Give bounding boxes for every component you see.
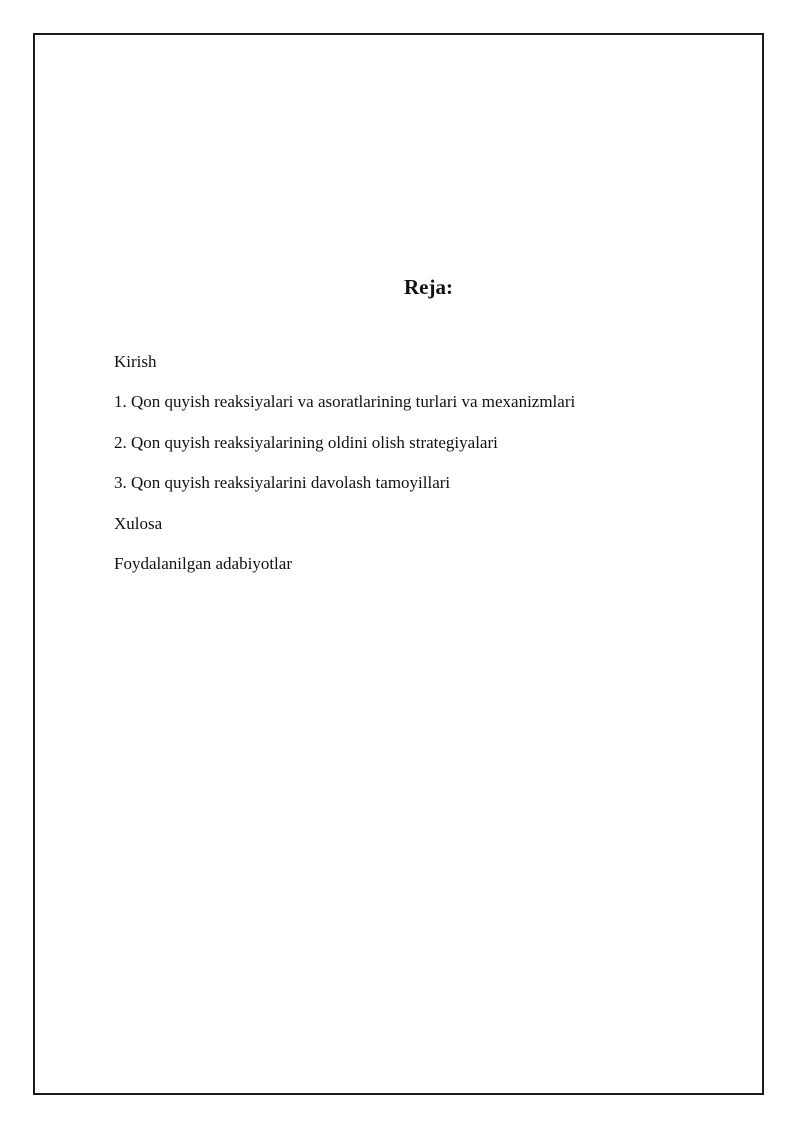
plan-item-1: 1. Qon quyish reaksiyalari va asoratlarining turlari va mexanizmlari <box>114 392 576 412</box>
plan-item-3: 3. Qon quyish reaksiyalarini davolash tamoyillari <box>114 473 451 493</box>
plan-list <box>114 350 575 592</box>
plan-item-introduction: Kirish <box>114 352 157 371</box>
plan-item-2: 2. Qon quyish reaksiyalarining oldini olish strategiyalari <box>114 432 498 452</box>
page-title: Reja: <box>404 275 453 299</box>
plan-item-references: Foydalanilgan adabiyotlar <box>114 553 292 573</box>
plan-item-conclusion: Xulosa <box>114 513 163 533</box>
